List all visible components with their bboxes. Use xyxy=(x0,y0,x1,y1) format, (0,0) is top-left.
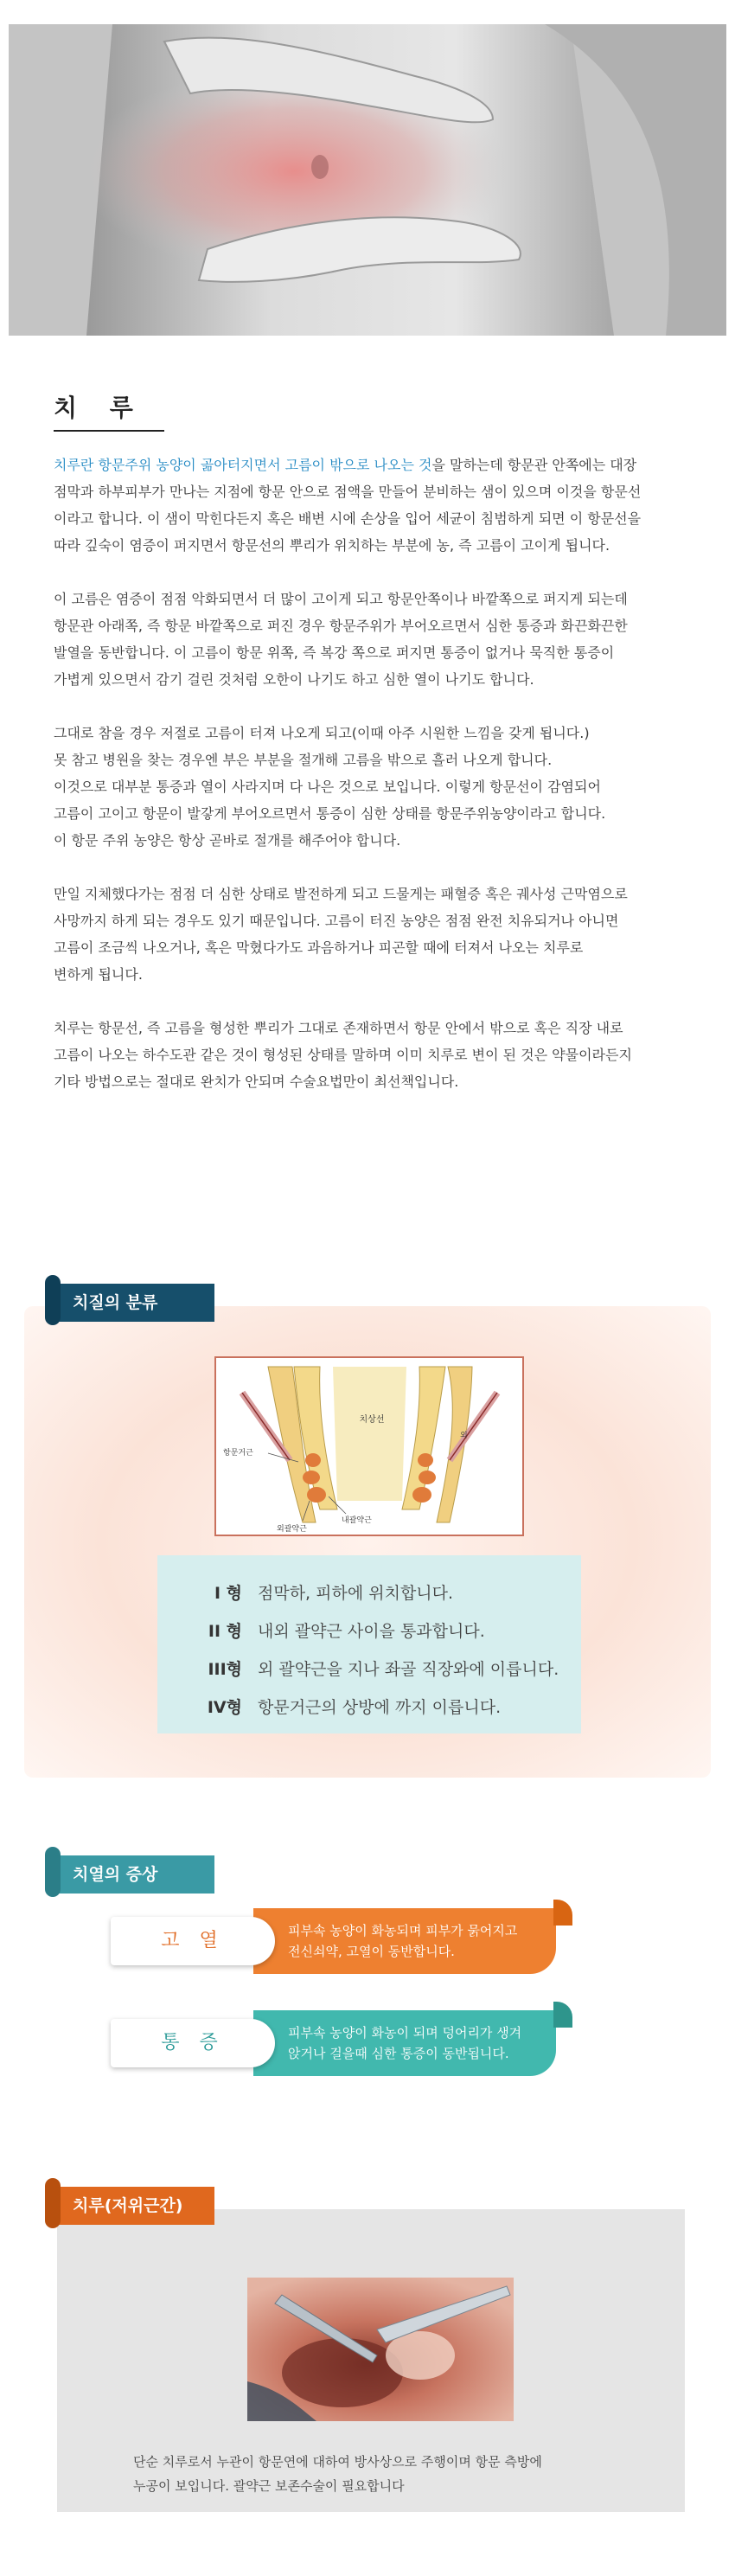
intro-paragraph-1: 치루란 항문주위 농양이 곪아터지면서 고름이 밖으로 나오는 것을 말하는데 항문관 안쪽에는 대장 점막과 하부피부가 만나는 지점에 항문 안으로 점액을 만들어 분비하는 샘이 있으며 이것을 항문선 이라고 합니다. 이 샘이 막힌다든지 혹은 배변 시에 손상을 입어 세균이 침범하게 되면 이 항문선을 따라 깊숙이 염증이 퍼지면서 항문선의 뿌리가 위치하는 부분에 농, 즉 고름이 고이게 됩니다. xyxy=(54,457,642,554)
page-title: 치 루 xyxy=(54,394,145,422)
symptoms-section-tab xyxy=(50,1855,214,1894)
intro-paragraph-2: 이 고름은 염증이 점점 악화되면서 더 많이 고이게 되고 항문안쪽이나 바깥쪽으로 퍼지게 되는데 항문관 아래쪽, 즉 항문 바깥쪽으로 퍼진 경우 항문주위가 부어오르면서 심한 통증과 화끈화끈한 발열을 동반합니다. 이 고름이 항문 위쪽, 즉 복강 쪽으로 퍼지면 통증이 없거나 묵직한 통증이 가볍게 있으면서 감기 걸린 것처럼 오한이 나기도 하고 심한 열이 나기도 합니다. xyxy=(54,591,628,688)
ribbon-curl xyxy=(553,1900,572,1926)
fistula-tab-label: 치루(저위근간) xyxy=(73,2196,183,2215)
class-text: 항문거근의 상방에 까지 이릅니다. xyxy=(258,1697,502,1717)
label-dentate-line: 치상선 xyxy=(359,1415,385,1425)
class-text: 점막하, 피하에 위치합니다. xyxy=(258,1583,454,1603)
class-row xyxy=(187,1649,581,1687)
intro-paragraph-5: 치루는 항문선, 즉 고름을 형성한 뿌리가 그대로 존재하면서 항문 안에서 밖으로 혹은 직장 내로 고름이 나오는 하수도관 같은 것이 형성된 상태를 말하며 이미 치루로 변이 된 것은 약물이라든지 기타 방법으로는 절대로 완치가 안되며 수술요법만이 최선책입니다. xyxy=(54,1020,632,1090)
symptom-description: 피부속 농양이 화농이 되며 덩어리가 생겨 앉거나 걸을때 심한 통증이 동반됩니다. xyxy=(253,2010,556,2076)
label-internal-sphincter: 내괄약근 xyxy=(342,1516,372,1525)
symptom-label: 통 증 xyxy=(111,2019,275,2067)
fistula-description: 단순 치루로서 누관이 항문연에 대하여 방사상으로 주행이며 항문 측방에 누공이 보입니다. 괄약근 보존수술이 필요합니다 xyxy=(133,2454,542,2494)
class-key: II 형 xyxy=(208,1621,242,1641)
class-row xyxy=(187,1687,581,1725)
intro-paragraph-3: 그대로 참을 경우 저절로 고름이 터져 나오게 되고(이때 아주 시원한 느낌을 갖게 됩니다.) 못 참고 병원을 찾는 경우엔 부은 부분을 절개해 고름을 밖으로 흘러 나오게 합니다. 이것으로 대부분 통증과 열이 사라지며 다 나은 것으로 보입니다. 이렇게 항문선이 감염되어 고름이 고이고 항문이 발갛게 부어오르면서 통증이 심한 상태를 항문주위농양이라고 합니다. 이 항문 주위 농양은 항상 곧바로 절개를 해주어야 합니다. xyxy=(54,725,606,849)
classification-list xyxy=(157,1555,581,1733)
class-text: 내외 괄약근 사이을 통과합니다. xyxy=(258,1621,485,1641)
ribbon-curl xyxy=(553,2002,572,2028)
class-row xyxy=(187,1611,581,1649)
class-text: 외 괄약근을 지나 좌골 직장와에 이릅니다. xyxy=(258,1659,559,1679)
classification-tab-label: 치질의 분류 xyxy=(73,1293,158,1312)
tab-scroll-curl xyxy=(45,2178,61,2228)
classification-section-tab xyxy=(50,1284,214,1322)
fistula-section-tab xyxy=(50,2187,214,2225)
symptoms-tab-label: 치열의 증상 xyxy=(73,1865,158,1884)
class-key: IV형 xyxy=(207,1697,242,1717)
symptom-fever xyxy=(111,1908,569,1974)
symptom-label: 고 열 xyxy=(111,1917,275,1965)
intro-lead: 치루란 항문주위 농양이 곪아터지면서 고름이 밖으로 나오는 것 xyxy=(54,457,432,473)
symptom-description: 피부속 농양이 화농되며 피부가 묽어지고 전신쇠약, 고열이 동반합니다. xyxy=(253,1908,556,1974)
symptom-pain xyxy=(111,2010,569,2076)
intro-text xyxy=(54,452,711,1122)
surgery-illustration xyxy=(247,2278,514,2421)
label-outer-right: 외 xyxy=(460,1432,468,1440)
tab-scroll-curl xyxy=(45,1847,61,1897)
anal-anatomy-diagram xyxy=(214,1356,524,1536)
label-levator: 항문거근 xyxy=(223,1449,253,1458)
class-key: III형 xyxy=(208,1659,242,1679)
class-row xyxy=(187,1573,581,1611)
class-key: I 형 xyxy=(214,1583,242,1603)
abdomen-photo-illustration xyxy=(9,24,726,336)
title-underline xyxy=(54,430,164,432)
tab-scroll-curl xyxy=(45,1275,61,1325)
hero-photo xyxy=(9,24,726,336)
anatomy-illustration xyxy=(216,1358,522,1535)
surgery-photo xyxy=(247,2278,514,2421)
intro-paragraph-4: 만일 지체했다가는 점점 더 심한 상태로 발전하게 되고 드물게는 패혈증 혹은 궤사성 근막염으로 사망까지 하게 되는 경우도 있기 때문입니다. 고름이 터진 농양은 점점 완전 치유되거나 아니면 고름이 조금씩 나오거나, 혹은 막혔다가도 과음하거나 피곤할 때에 터져서 나오는 치루로 변하게 됩니다. xyxy=(54,886,628,983)
label-external-sphincter: 외괄약근 xyxy=(277,1525,307,1534)
